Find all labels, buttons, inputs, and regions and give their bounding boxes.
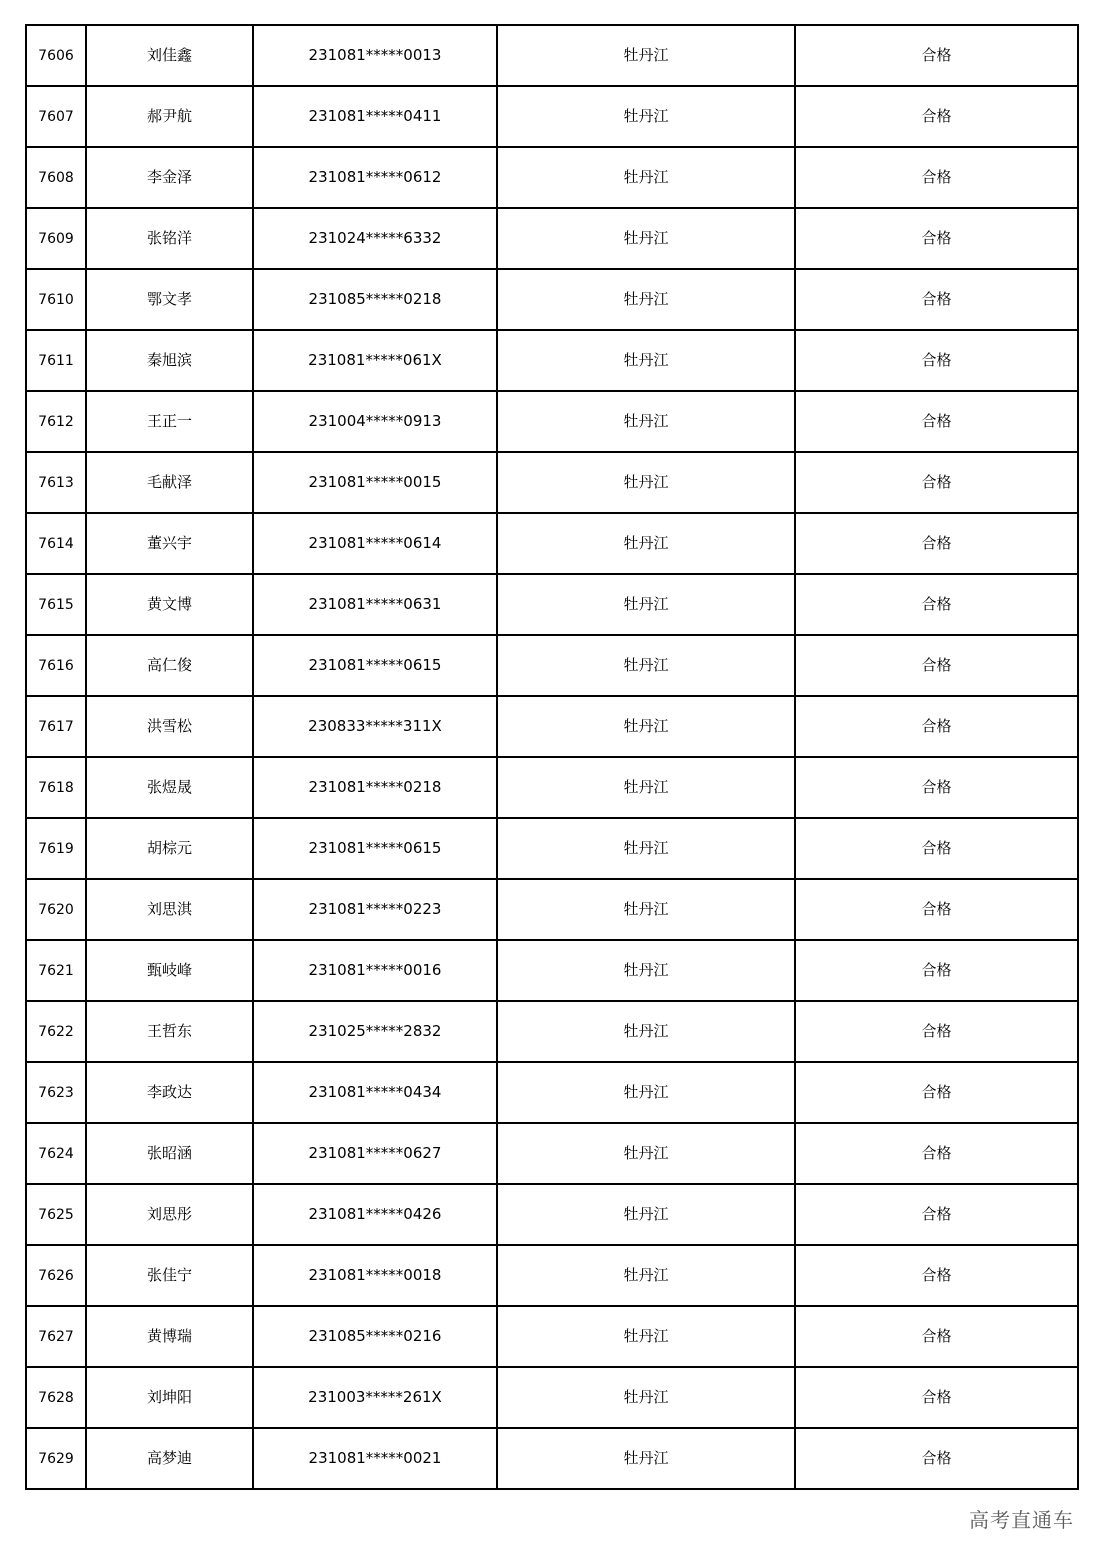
result-cell: 合格 — [795, 1428, 1078, 1489]
result-cell: 合格 — [795, 147, 1078, 208]
result-cell: 合格 — [795, 940, 1078, 1001]
city-cell: 牡丹江 — [497, 513, 795, 574]
name-cell: 王正一 — [86, 391, 253, 452]
name-cell: 刘思彤 — [86, 1184, 253, 1245]
table-row — [26, 452, 1078, 513]
name-cell: 张铭洋 — [86, 208, 253, 269]
name-cell: 李政达 — [86, 1062, 253, 1123]
id-number-cell: 230833*****311X — [253, 696, 497, 757]
result-cell: 合格 — [795, 269, 1078, 330]
city-cell: 牡丹江 — [497, 269, 795, 330]
name-cell: 郝尹航 — [86, 86, 253, 147]
result-cell: 合格 — [795, 208, 1078, 269]
id-number-cell: 231081*****0615 — [253, 635, 497, 696]
name-cell: 董兴宇 — [86, 513, 253, 574]
table-row — [26, 818, 1078, 879]
serial-number-cell: 7614 — [26, 513, 86, 574]
serial-number-cell: 7606 — [26, 25, 86, 86]
city-cell: 牡丹江 — [497, 330, 795, 391]
result-cell: 合格 — [795, 452, 1078, 513]
table-row — [26, 940, 1078, 1001]
city-cell: 牡丹江 — [497, 1367, 795, 1428]
id-number-cell: 231081*****0015 — [253, 452, 497, 513]
table-row — [26, 391, 1078, 452]
result-cell: 合格 — [795, 1306, 1078, 1367]
name-cell: 甄岐峰 — [86, 940, 253, 1001]
city-cell: 牡丹江 — [497, 940, 795, 1001]
table-row — [26, 1428, 1078, 1489]
name-cell: 王哲东 — [86, 1001, 253, 1062]
result-cell: 合格 — [795, 1062, 1078, 1123]
table-row — [26, 635, 1078, 696]
result-cell: 合格 — [795, 330, 1078, 391]
table-row — [26, 513, 1078, 574]
serial-number-cell: 7613 — [26, 452, 86, 513]
table-row — [26, 757, 1078, 818]
id-number-cell: 231024*****6332 — [253, 208, 497, 269]
name-cell: 李金泽 — [86, 147, 253, 208]
serial-number-cell: 7616 — [26, 635, 86, 696]
id-number-cell: 231025*****2832 — [253, 1001, 497, 1062]
id-number-cell: 231081*****0627 — [253, 1123, 497, 1184]
city-cell: 牡丹江 — [497, 1001, 795, 1062]
serial-number-cell: 7618 — [26, 757, 86, 818]
city-cell: 牡丹江 — [497, 208, 795, 269]
result-cell: 合格 — [795, 513, 1078, 574]
name-cell: 毛献泽 — [86, 452, 253, 513]
name-cell: 洪雪松 — [86, 696, 253, 757]
city-cell: 牡丹江 — [497, 452, 795, 513]
table-row — [26, 1306, 1078, 1367]
serial-number-cell: 7620 — [26, 879, 86, 940]
serial-number-cell: 7622 — [26, 1001, 86, 1062]
serial-number-cell: 7626 — [26, 1245, 86, 1306]
table-row — [26, 269, 1078, 330]
city-cell: 牡丹江 — [497, 1184, 795, 1245]
table-row — [26, 574, 1078, 635]
name-cell: 高梦迪 — [86, 1428, 253, 1489]
result-cell: 合格 — [795, 757, 1078, 818]
name-cell: 刘思淇 — [86, 879, 253, 940]
result-cell: 合格 — [795, 818, 1078, 879]
id-number-cell: 231081*****0612 — [253, 147, 497, 208]
id-number-cell: 231081*****0631 — [253, 574, 497, 635]
name-cell: 鄂文孝 — [86, 269, 253, 330]
table-row — [26, 1245, 1078, 1306]
id-number-cell: 231081*****0223 — [253, 879, 497, 940]
id-number-cell: 231081*****0426 — [253, 1184, 497, 1245]
result-cell: 合格 — [795, 1184, 1078, 1245]
table-row — [26, 1001, 1078, 1062]
table-row — [26, 208, 1078, 269]
result-cell: 合格 — [795, 635, 1078, 696]
table-row — [26, 879, 1078, 940]
city-cell: 牡丹江 — [497, 757, 795, 818]
city-cell: 牡丹江 — [497, 818, 795, 879]
id-number-cell: 231081*****0013 — [253, 25, 497, 86]
city-cell: 牡丹江 — [497, 574, 795, 635]
result-cell: 合格 — [795, 1367, 1078, 1428]
id-number-cell: 231081*****0615 — [253, 818, 497, 879]
result-cell: 合格 — [795, 1123, 1078, 1184]
city-cell: 牡丹江 — [497, 879, 795, 940]
id-number-cell: 231081*****0434 — [253, 1062, 497, 1123]
serial-number-cell: 7621 — [26, 940, 86, 1001]
id-number-cell: 231085*****0218 — [253, 269, 497, 330]
table-row — [26, 25, 1078, 86]
table-row — [26, 1367, 1078, 1428]
result-cell: 合格 — [795, 1001, 1078, 1062]
table-row — [26, 1062, 1078, 1123]
table-row — [26, 1123, 1078, 1184]
city-cell: 牡丹江 — [497, 635, 795, 696]
id-number-cell: 231081*****061X — [253, 330, 497, 391]
serial-number-cell: 7612 — [26, 391, 86, 452]
serial-number-cell: 7607 — [26, 86, 86, 147]
table-row — [26, 147, 1078, 208]
serial-number-cell: 7629 — [26, 1428, 86, 1489]
serial-number-cell: 7617 — [26, 696, 86, 757]
result-cell: 合格 — [795, 696, 1078, 757]
table-row — [26, 696, 1078, 757]
city-cell: 牡丹江 — [497, 1123, 795, 1184]
serial-number-cell: 7625 — [26, 1184, 86, 1245]
id-number-cell: 231085*****0216 — [253, 1306, 497, 1367]
name-cell: 刘佳鑫 — [86, 25, 253, 86]
city-cell: 牡丹江 — [497, 147, 795, 208]
result-cell: 合格 — [795, 1245, 1078, 1306]
id-number-cell: 231004*****0913 — [253, 391, 497, 452]
id-number-cell: 231081*****0218 — [253, 757, 497, 818]
result-cell: 合格 — [795, 391, 1078, 452]
watermark-text: 高考直通车 — [969, 1508, 1074, 1532]
city-cell: 牡丹江 — [497, 25, 795, 86]
result-cell: 合格 — [795, 574, 1078, 635]
id-number-cell: 231081*****0614 — [253, 513, 497, 574]
result-cell: 合格 — [795, 879, 1078, 940]
id-number-cell: 231003*****261X — [253, 1367, 497, 1428]
serial-number-cell: 7608 — [26, 147, 86, 208]
serial-number-cell: 7623 — [26, 1062, 86, 1123]
id-number-cell: 231081*****0018 — [253, 1245, 497, 1306]
name-cell: 黄博瑞 — [86, 1306, 253, 1367]
name-cell: 秦旭滨 — [86, 330, 253, 391]
serial-number-cell: 7610 — [26, 269, 86, 330]
table-row — [26, 330, 1078, 391]
name-cell: 张佳宁 — [86, 1245, 253, 1306]
city-cell: 牡丹江 — [497, 86, 795, 147]
name-cell: 张昭涵 — [86, 1123, 253, 1184]
city-cell: 牡丹江 — [497, 1428, 795, 1489]
id-number-cell: 231081*****0411 — [253, 86, 497, 147]
name-cell: 高仁俊 — [86, 635, 253, 696]
id-number-cell: 231081*****0021 — [253, 1428, 497, 1489]
result-cell: 合格 — [795, 25, 1078, 86]
name-cell: 张煜晟 — [86, 757, 253, 818]
city-cell: 牡丹江 — [497, 1062, 795, 1123]
name-cell: 黄文博 — [86, 574, 253, 635]
table-row — [26, 86, 1078, 147]
id-number-cell: 231081*****0016 — [253, 940, 497, 1001]
serial-number-cell: 7627 — [26, 1306, 86, 1367]
records-body — [26, 25, 1078, 1489]
result-cell: 合格 — [795, 86, 1078, 147]
city-cell: 牡丹江 — [497, 391, 795, 452]
serial-number-cell: 7611 — [26, 330, 86, 391]
records-table — [25, 24, 1079, 1490]
serial-number-cell: 7624 — [26, 1123, 86, 1184]
serial-number-cell: 7628 — [26, 1367, 86, 1428]
name-cell: 胡棕元 — [86, 818, 253, 879]
city-cell: 牡丹江 — [497, 696, 795, 757]
city-cell: 牡丹江 — [497, 1306, 795, 1367]
serial-number-cell: 7619 — [26, 818, 86, 879]
table-row — [26, 1184, 1078, 1245]
serial-number-cell: 7615 — [26, 574, 86, 635]
name-cell: 刘坤阳 — [86, 1367, 253, 1428]
serial-number-cell: 7609 — [26, 208, 86, 269]
city-cell: 牡丹江 — [497, 1245, 795, 1306]
